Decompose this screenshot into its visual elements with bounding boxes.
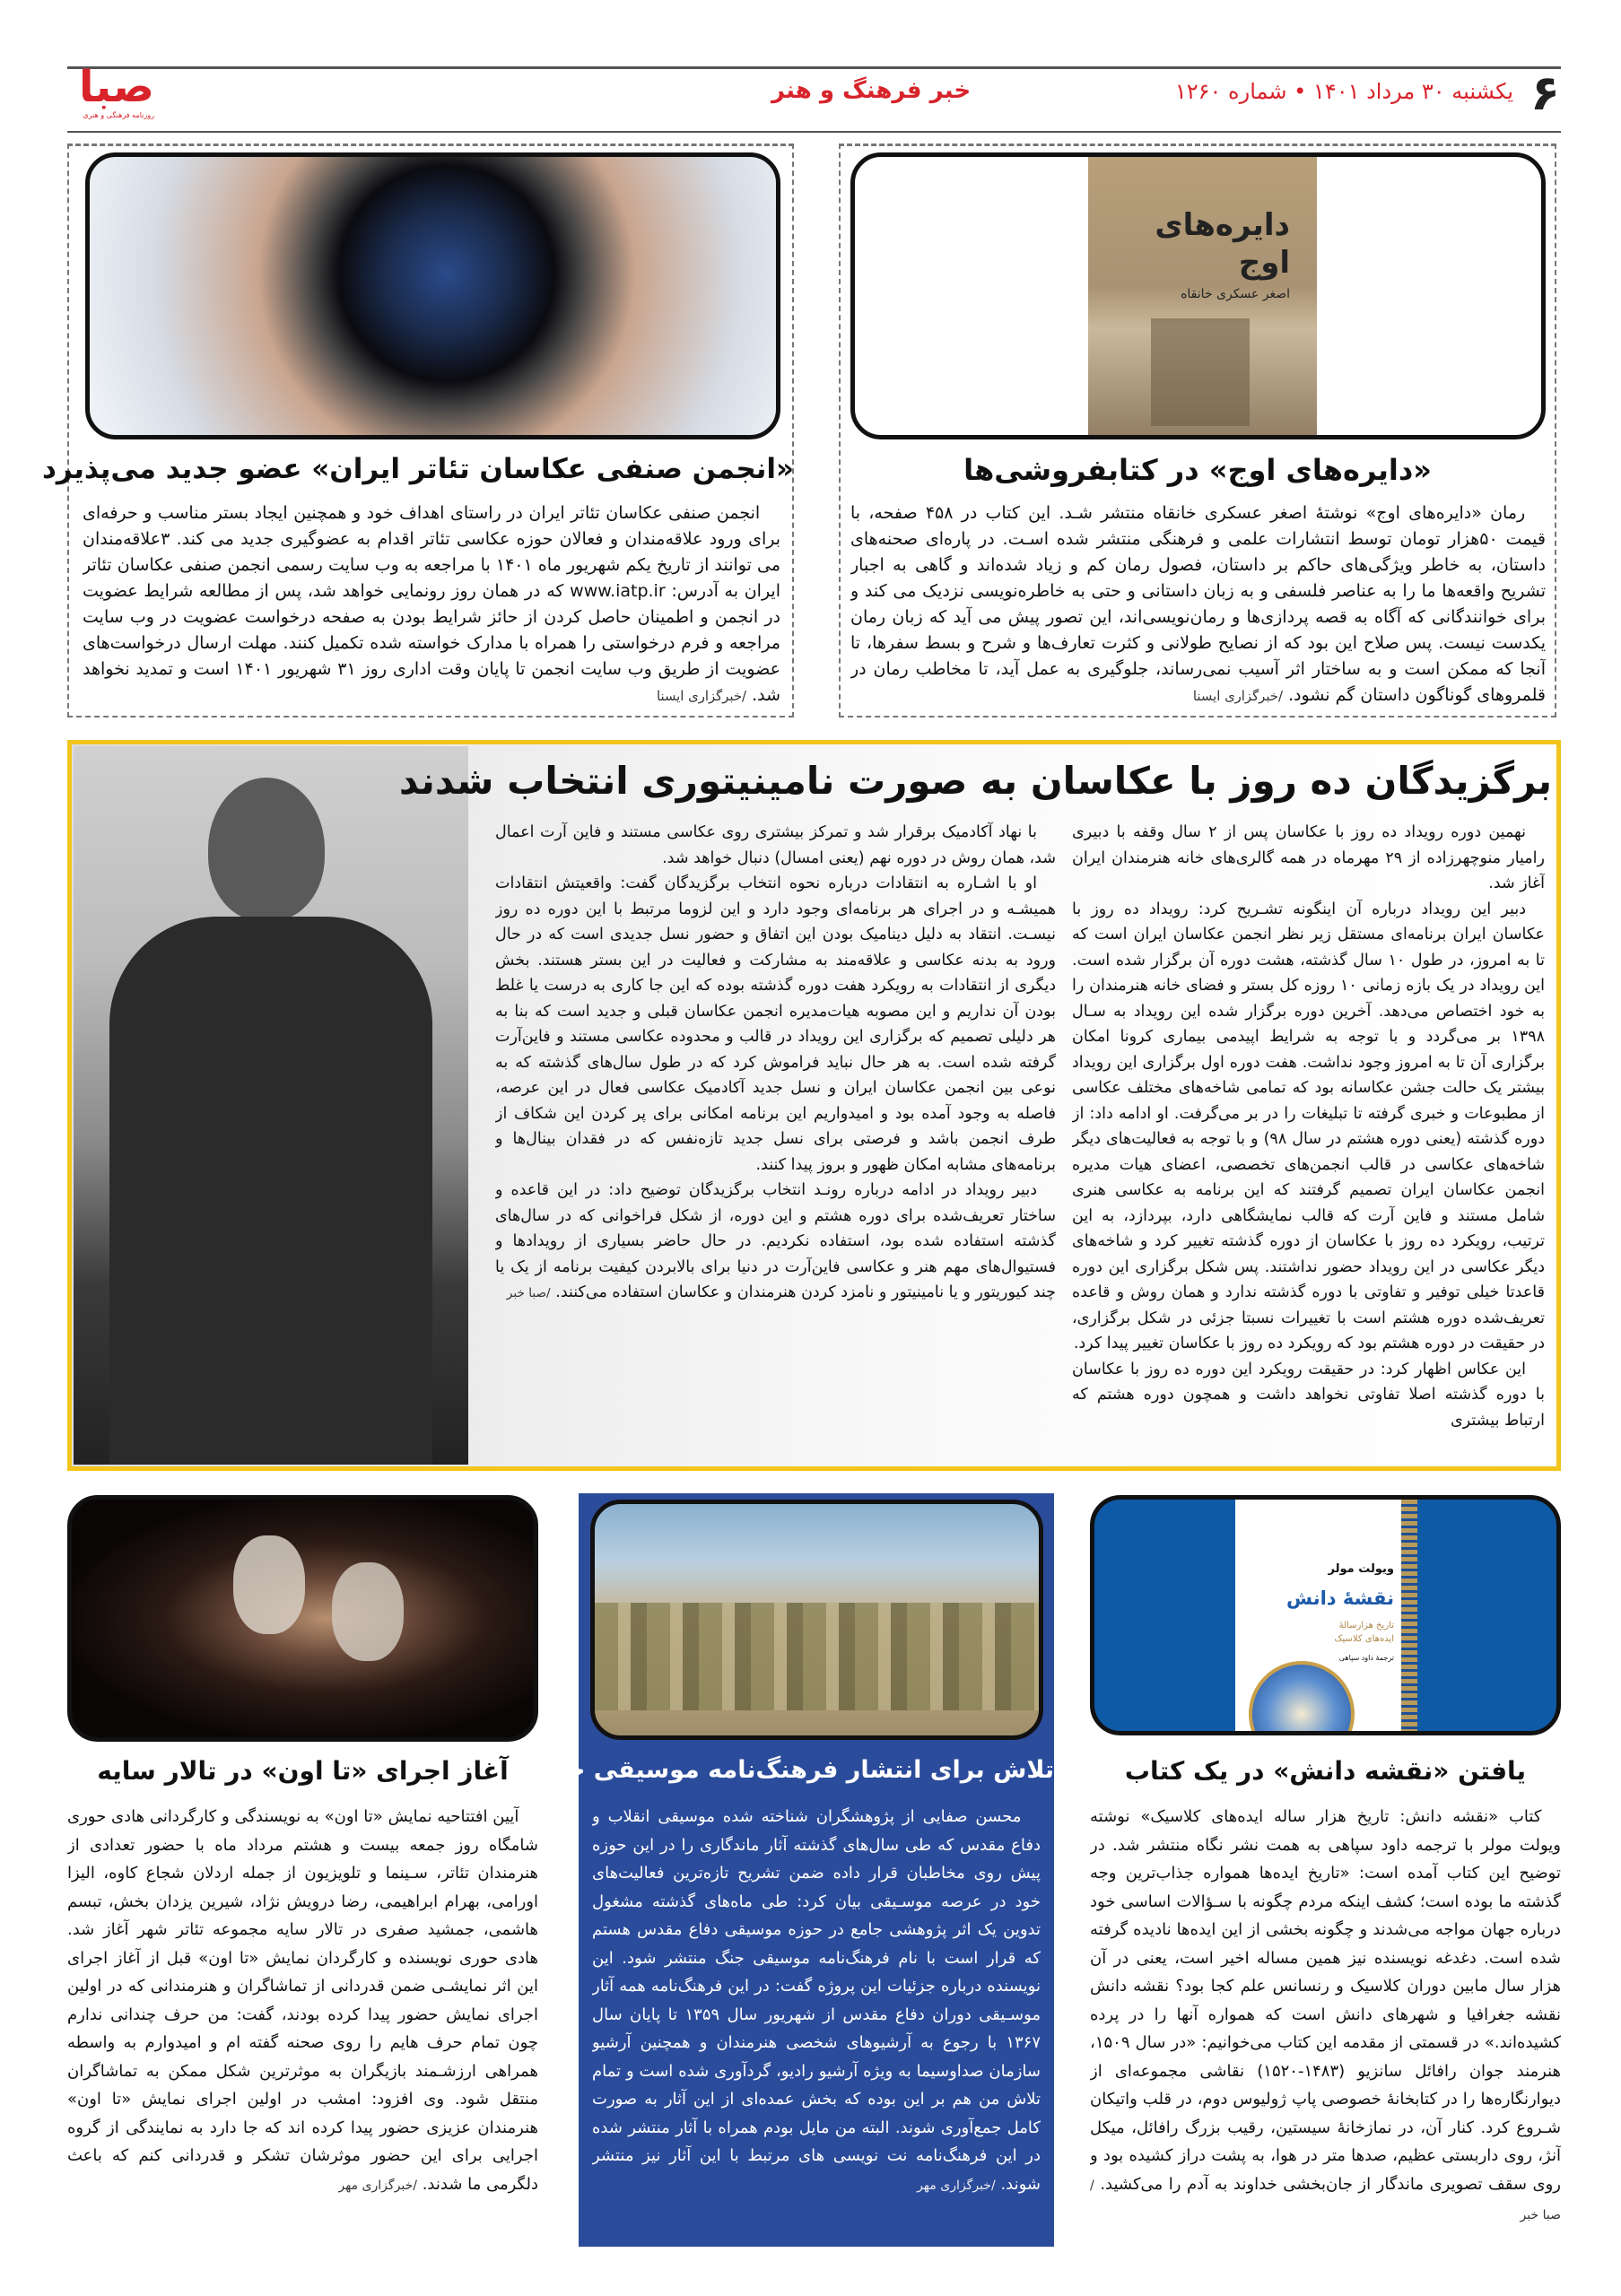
band-musicians: [595, 1603, 1039, 1710]
header-top-rule: [67, 66, 1561, 69]
article-credit: /صبا خبر: [1090, 2178, 1561, 2222]
paragraph: دبیر رویداد در ادامه درباره رونـد انتخاب برگزیدگان توضیح داد: در این قاعده و ساختار تعریف‌شده برای دوره هشتم و این دوره، از شکل فراخوانی که در سال‌های گذشته استفاده شده بود، استفاده نکردیم. در حال حاضر بسیاری از رویدادها و فستیوال‌های مهم هنر و عکاسی فاین‌آرت در دنیا برای بالابردن کیفیت برنامه از یک یا چند کیوریتور و یا نامینیتور و نامزد کردن هنرمندان و عکاسان استفاده می‌کنند.: [495, 1181, 1056, 1301]
logo-tagline: روزنامه فرهنگی و هنری: [83, 111, 154, 119]
logo[interactable]: [65, 63, 154, 126]
cover-subtitle: ایده‌های کلاسیک: [1334, 1634, 1394, 1644]
cover-spine-stripes: [1401, 1500, 1417, 1735]
issue-date: یکشنبه ۳۰ مرداد ۱۴۰۱ • شماره ۱۲۶۰: [1174, 79, 1513, 104]
article-body: [1090, 1803, 1561, 2242]
cover-title: دایره‌های اوج: [1155, 207, 1290, 281]
article-credit: /خبرگزاری مهر: [917, 2178, 996, 2193]
paragraph: او با اشـاره به انتقادات درباره نحوه انتخاب برگزیدگان گفت: واقعیتش انتقادات همیشـه و در اجرای هر برنامه‌ای وجود دارد و این لزوما مرتبط با این دوره ده روز نیسـت. انتقاد به دلیل دینامیک بودن این اتفاق و حضور نسل جدیدی است که در حال ورود به بدنه عکاسی و علاقه‌مند به مشارکت و فعالیت در این بستر هستند. بخش دیگری از انتقادات به رویکرد هفت دوره گذشته بوده که این جا کاری به درست یا غلط بودن آن نداریم و این مصوبه هیات‌مدیره انجمن عکاسان قبلی و جدید است که بنا به هر دلیلی تصمیم که برگزاری این رویداد در قالب و محدوده عکاسی مستند و فاین‌آرت گرفته شده است. به هر حال نباید فراموش کرد که در طول سال‌های گذشته که به نوعی بین انجمن عکاسان ایران و نسل جدید آکادمیک عکاسی فعال در این عرصه، فاصله به وجود آمده بود و امیدواریم این برنامه امکانی برای پر کردن این شکاف از طرف انجمن باشد و فرصتی برای نسل جدید تازه‌نفس که در فقدان بینال‌ها و برنامه‌های مشابه امکان ظهور و بروز پیدا کنند.: [495, 874, 1056, 1174]
article-credit: /خبرگزاری ایسنا: [1192, 689, 1283, 704]
paragraph: نهمین دوره رویداد ده روز با عکاسان پس از ۲ سال وقفه با دبیری رامیار منوچهرزاده از ۲۹ مهرماه در همه گالری‌های خانه هنرمندان ایران آغاز شد.: [1072, 823, 1545, 892]
article-body: [67, 1803, 538, 2242]
header-bottom-rule: [67, 131, 1561, 133]
article-text: انجمن صنفی عکاسان تئاتر ایران در راستای اهداف خود و همچنین ایجاد بستر مناسب و حرفه‌ای برای ورود علاقه‌مندان و فعالان حوزه عکاسی تئاتر اقدام به عضوگیری جدید می کند. ۳علاقه‌مندان می توانند از تاریخ یکم شهریور ماه ۱۴۰۱ با مراجعه به وب سایت رسمی انجمن صنفی عکاسان تئاتر ایران به آدرس: www.iatp.ir که در همان روز رونمایی خواهد شد، پس از مطالعه شرایط عضویت در انجمن و اطمینان حاصل کردن از حائز شرایط بودن به صفحه درخواست عضویت در وب سایت مراجعه و فرم درخواستی را همراه با مدارک خواسته شده تکمیل کنند. مهلت ارسال درخواست‌های عضویت از طریق وب سایت انجمن تا پایان وقت اداری روز ۳۱ شهریور ۱۴۰۱ است و تمدید نخواهد شد.: [83, 503, 780, 705]
main-title: برگزیدگان ده روز با عکاسان به صورت نامینیتوری انتخاب شدند: [398, 759, 1552, 803]
paragraph: دبیر این رویداد درباره آن اینگونه تشـریح کرد: رویداد ده روز با عکاسان ایران برنامه‌ای مستقل زیر نظر انجمن عکاسان ایران است که تا به امروز، در طول ۱۰ سال گذشته، هشت دوره آن برگزار شده است. این رویداد در یک بازه زمانی ۱۰ روزه کل بستر و فضای خانه هنرمندان را به خود اختصاص می‌دهد. آخرین دوره برگزار شده این رویداد به سـال ۱۳۹۸ بر می‌گردد و با توجه به شرایط اپیدمی بیماری کرونا امکان برگزاری آن تا به امروز وجود نداشت. هفت دوره اول برگزاری این رویداد بیشتر یک حالت جشن عکاسانه بود که تمامی شاخه‌های مختلف عکاسی از مطبوعات و خبری گرفته تا تبلیغات را در بر می‌گرفت. او ادامه داد: از دوره گذشته (یعنی دوره هشتم در سال ۹۸) و با توجه به فعالیت‌های دیگر شاخه‌های عکاسی در قالب انجمن‌های تخصصی، اعضای هیات مدیره انجمن عکاسان ایران تصمیم گرفتند که این برنامه به عکاسی هنری شامل مستند و فاین آرت که قالب نمایشگاهی دارد، بپردازد، به این ترتیب، رویکرد ده روز با عکاسان از دوره گذشته تغییر کرد و شاخه‌های دیگر عکاسی در این رویداد حضور نداشتند. پس شکل برگزاری این دوره قاعدتا خیلی توفیر و تفاوتی با دوره گذشته ندارد و همان روش و قاعده تعریف‌شده دوره هشتم است با تغییرات نسبتا جزئی در شکل برگزاری، در حقیقت در دوره هشتم بود که رویکرد ده روز با عکاسان تغییر پیدا کرد.: [1072, 900, 1545, 1352]
logo-text: صبا: [79, 62, 154, 112]
cover-translator: ترجمهٔ داود سپاهی: [1338, 1654, 1394, 1662]
article-text: آیین افتتاحیه نمایش «تا اون» به نویسندگی و کارگردانی هادی حوری شامگاه روز جمعه بیست و هشتم مرداد ماه با حضور تعدادی از هنرمندان تئاتر، سـینما و تلویزیون از جمله اردلان شجاع کاوه، الیزا اورامی، بهرام ابراهیمی، رضا درویش نژاد، شیرین یزدان بخش، تبسم هاشمی، جمشید صفری در تالار سایه مجموعه تئاتر شهر آغاز شد. هادی حوری نویسنده و کارگردان نمایش «تا اون» قبل از آغاز اجرای این اثر نمایشـی ضمن قدردانی از تماشاگران و هنرمندانی که در اولین اجرای نمایش حضور پیدا کرده بودند، گفت: من حرف چندانی ندارم چون تمام حرف هایم را روی صحنه گفته ام و امیدوارم به واسطه همراهی ارزشـمند بازیگران به موثرترین شکل ممکن به تماشاگران منتقل شود. وی افزود: امشب در اولین اجرای نمایش «تا اون» هنرمندان عزیزی حضور پیدا کرده اند که جا دارد به نمایندگی از گروه اجرایی برای این حضور موثرشان تشکر و قدردانی کنم که باعث دلگرمی ما شدند.: [67, 1807, 538, 2194]
mask: [332, 1562, 404, 1661]
cover-subtitle: تاریخ هزارسالهٔ: [1338, 1621, 1394, 1631]
cover-art: [1088, 157, 1317, 439]
article-text: محسن صفایی از پژوهشگران شناخته شده موسیقی انقلاب و دفاع مقدس که طی سال‌های گذشته آثار ماندگاری را در این حوزه پیش روی مخاطبان قرار داده ضمن تشریح تازه‌ترین فعالیت‌های خود در عرصه موسـیقی بیان کرد: طی ماه‌های گذشته مشغول تدوین یک اثر پژوهشی جامع در حوزه موسیقی دفاع مقدس هستم که قرار است با نام فرهنگ‌نامه موسیقی جنگ منتشر شود. این نویسنده درباره جزئیات این پروژه گفت: در این فرهنگ‌نامه همه آثار موسـیقی دوران دفاع مقدس از شهریور سال ۱۳۵۹ تا پایان سال ۱۳۶۷ با رجوع به آرشیوهای شخصی هنرمندان و همچنین آرشیو سازمان صداوسیما به ویژه آرشیو رادیو، گردآوری شده است و تمام تلاش من هم بر این بوده که بخش عمده‌ای از این آثار به صورت کامل جمع‌آوری شوند. البته من مایل بودم همراه با آثار منتشر شده در این فرهنگ‌نامه نت نویسی های مرتبط با این آثار نیز منتشر شوند.: [592, 1807, 1041, 2194]
article-title: تلاش برای انتشار فرهنگ‌نامه موسیقی جنگ: [533, 1756, 1054, 1784]
theater-masks-photo: [67, 1495, 538, 1742]
book-cover-image: [850, 152, 1546, 439]
page-number: ۶: [1530, 65, 1560, 121]
article-credit: /صبا خبر: [506, 1286, 551, 1300]
main-column-right: [1072, 820, 1545, 1458]
cover-title: نقشهٔ دانش: [1286, 1587, 1394, 1609]
cover-author: اصغر عسکری خانقاه: [1181, 287, 1290, 301]
cover-author: ویولت مولر: [1328, 1562, 1394, 1576]
section-title: خبر فرهنگ و هنر: [771, 77, 972, 104]
main-column-left: [495, 820, 1056, 1458]
portrait-photo: [74, 746, 468, 1465]
article-text: کتاب «نقشه دانش: تاریخ هزار ساله ایده‌های کلاسیک» نوشته ویولت مولر با ترجمه داود سپاهی به همت نشر نگاه منتشر شد. در توضیح این کتاب آمده است: «تاریخ ایده‌ها همواره جذاب‌ترین وجه گذشته ما بوده است؛ کشف اینکه مردم چگونه با سـؤالات اساسی خود درباره جهان مواجه می‌شدند و چگونه بخشی از این ایده‌ها نادیده گرفته شده است. دغدغه نویسنده نیز همین مساله اخیر است، یعنی در آن هزار سال مابین دوران کلاسیک و رنسانس علم کجا بود؟ نقشه دانش نقشه جغرافیا و شهرهای دانش است که همواره آنها را در پرده کشیده‌اند.» در قسمتی از مقدمه این کتاب می‌خوانیم: «در سال ۱۵۰۹، هنرمند جوان رافائل سانزیو (۱۴۸۳-۱۵۲۰) نقاشی مجموعه‌ای از دیوارنگاره‌ها را در کتابخانهٔ خصوصی پاپ ژولیوس دوم، در قلب واتیکان شـروع کرد. کنار آن، در نمازخانهٔ سیستین، رقیب بزرگ رافائل، میکل آنژ، روی داربستی عظیم، صدها متر در هوا، به پشت دراز کشیده بود و روی سقف تصویری ماندگار از جان‌بخشی خداوند به آدم را می‌کشید.: [1090, 1807, 1561, 2194]
paragraph: این عکاس اظهار کرد: در حقیقت رویکرد این دوره ده روز با عکاسان با دوره گذشته اصلا تفاوتی نخواهد داشت و همچون دوره هشتم که ارتباط بیشتری: [1072, 1360, 1545, 1430]
article-title: یافتن «نقشه دانش» در یک کتاب: [1124, 1756, 1527, 1786]
book-cover-image: [1090, 1495, 1561, 1735]
paragraph: با نهاد آکادمیک برقرار شد و تمرکز بیشتری روی عکاسی مستند و فاین آرت اعمال شد، همان روش در دوره نهم (یعنی امسال) دنبال خواهد شد.: [495, 823, 1056, 867]
article-title: «دایره‌های اوج» در کتابفروشی‌ها: [963, 453, 1432, 487]
article-title: «انجمن صنفی عکاسان تئاتر ایران» عضو جدید می‌پذیرد: [42, 453, 794, 485]
camera-lens-photo: [85, 152, 780, 439]
article-title: آغاز اجرای «تا اون» در تالار سایه: [97, 1756, 509, 1786]
portrait-head: [208, 778, 325, 921]
mask: [233, 1535, 305, 1634]
article-credit: /خبرگزاری ایسنا: [656, 689, 747, 704]
military-band-photo: [590, 1500, 1043, 1740]
building-illustration: [1151, 318, 1250, 426]
article-text: رمان «دایره‌های اوج» نوشتهٔ اصغر عسکری خانقاه منتشر شـد. این کتاب در ۴۵۸ صفحه، با قیمت ۵۰هزار تومان توسط انتشارات علمی و فرهنگی منتشر شده اسـت. در پاره‌ای صحنه‌های داستان، به خاطر ویژگی‌های حاکم بر داستان، فصول رمان کم و زیاد شده‌اند و گاهی به اجبار تشریح واقعه‌ها ما را به عناصر فلسفی و به زبان داستانی و حتی به خاطره‌نویسی نزدیک می کند و برای خوانندگانی که آگاه به قصه پردازی‌ها و رمان‌نویسی‌اند، این تصور پیش می آید که زبان رمان یکدست نیست. پس صلاح این بود که از نصایح طولانی و کثرت تعارف‌ها و شرح و بسط سفرها، تا آنجا که ممکن است و به ساختار اثر آسیب نمی‌رساند، جلوگیری به عمل آید، تا مخاطب رمان در قلمروهای گوناگون داستان گم نشود.: [850, 503, 1546, 705]
cover-art: [1235, 1500, 1401, 1735]
article-body: [83, 500, 780, 710]
article-body: [592, 1803, 1041, 2242]
article-body: [850, 500, 1546, 710]
portrait-body: [109, 917, 432, 1465]
cover-plate-illustration: [1249, 1661, 1355, 1735]
article-credit: /خبرگزاری مهر: [338, 2178, 417, 2193]
